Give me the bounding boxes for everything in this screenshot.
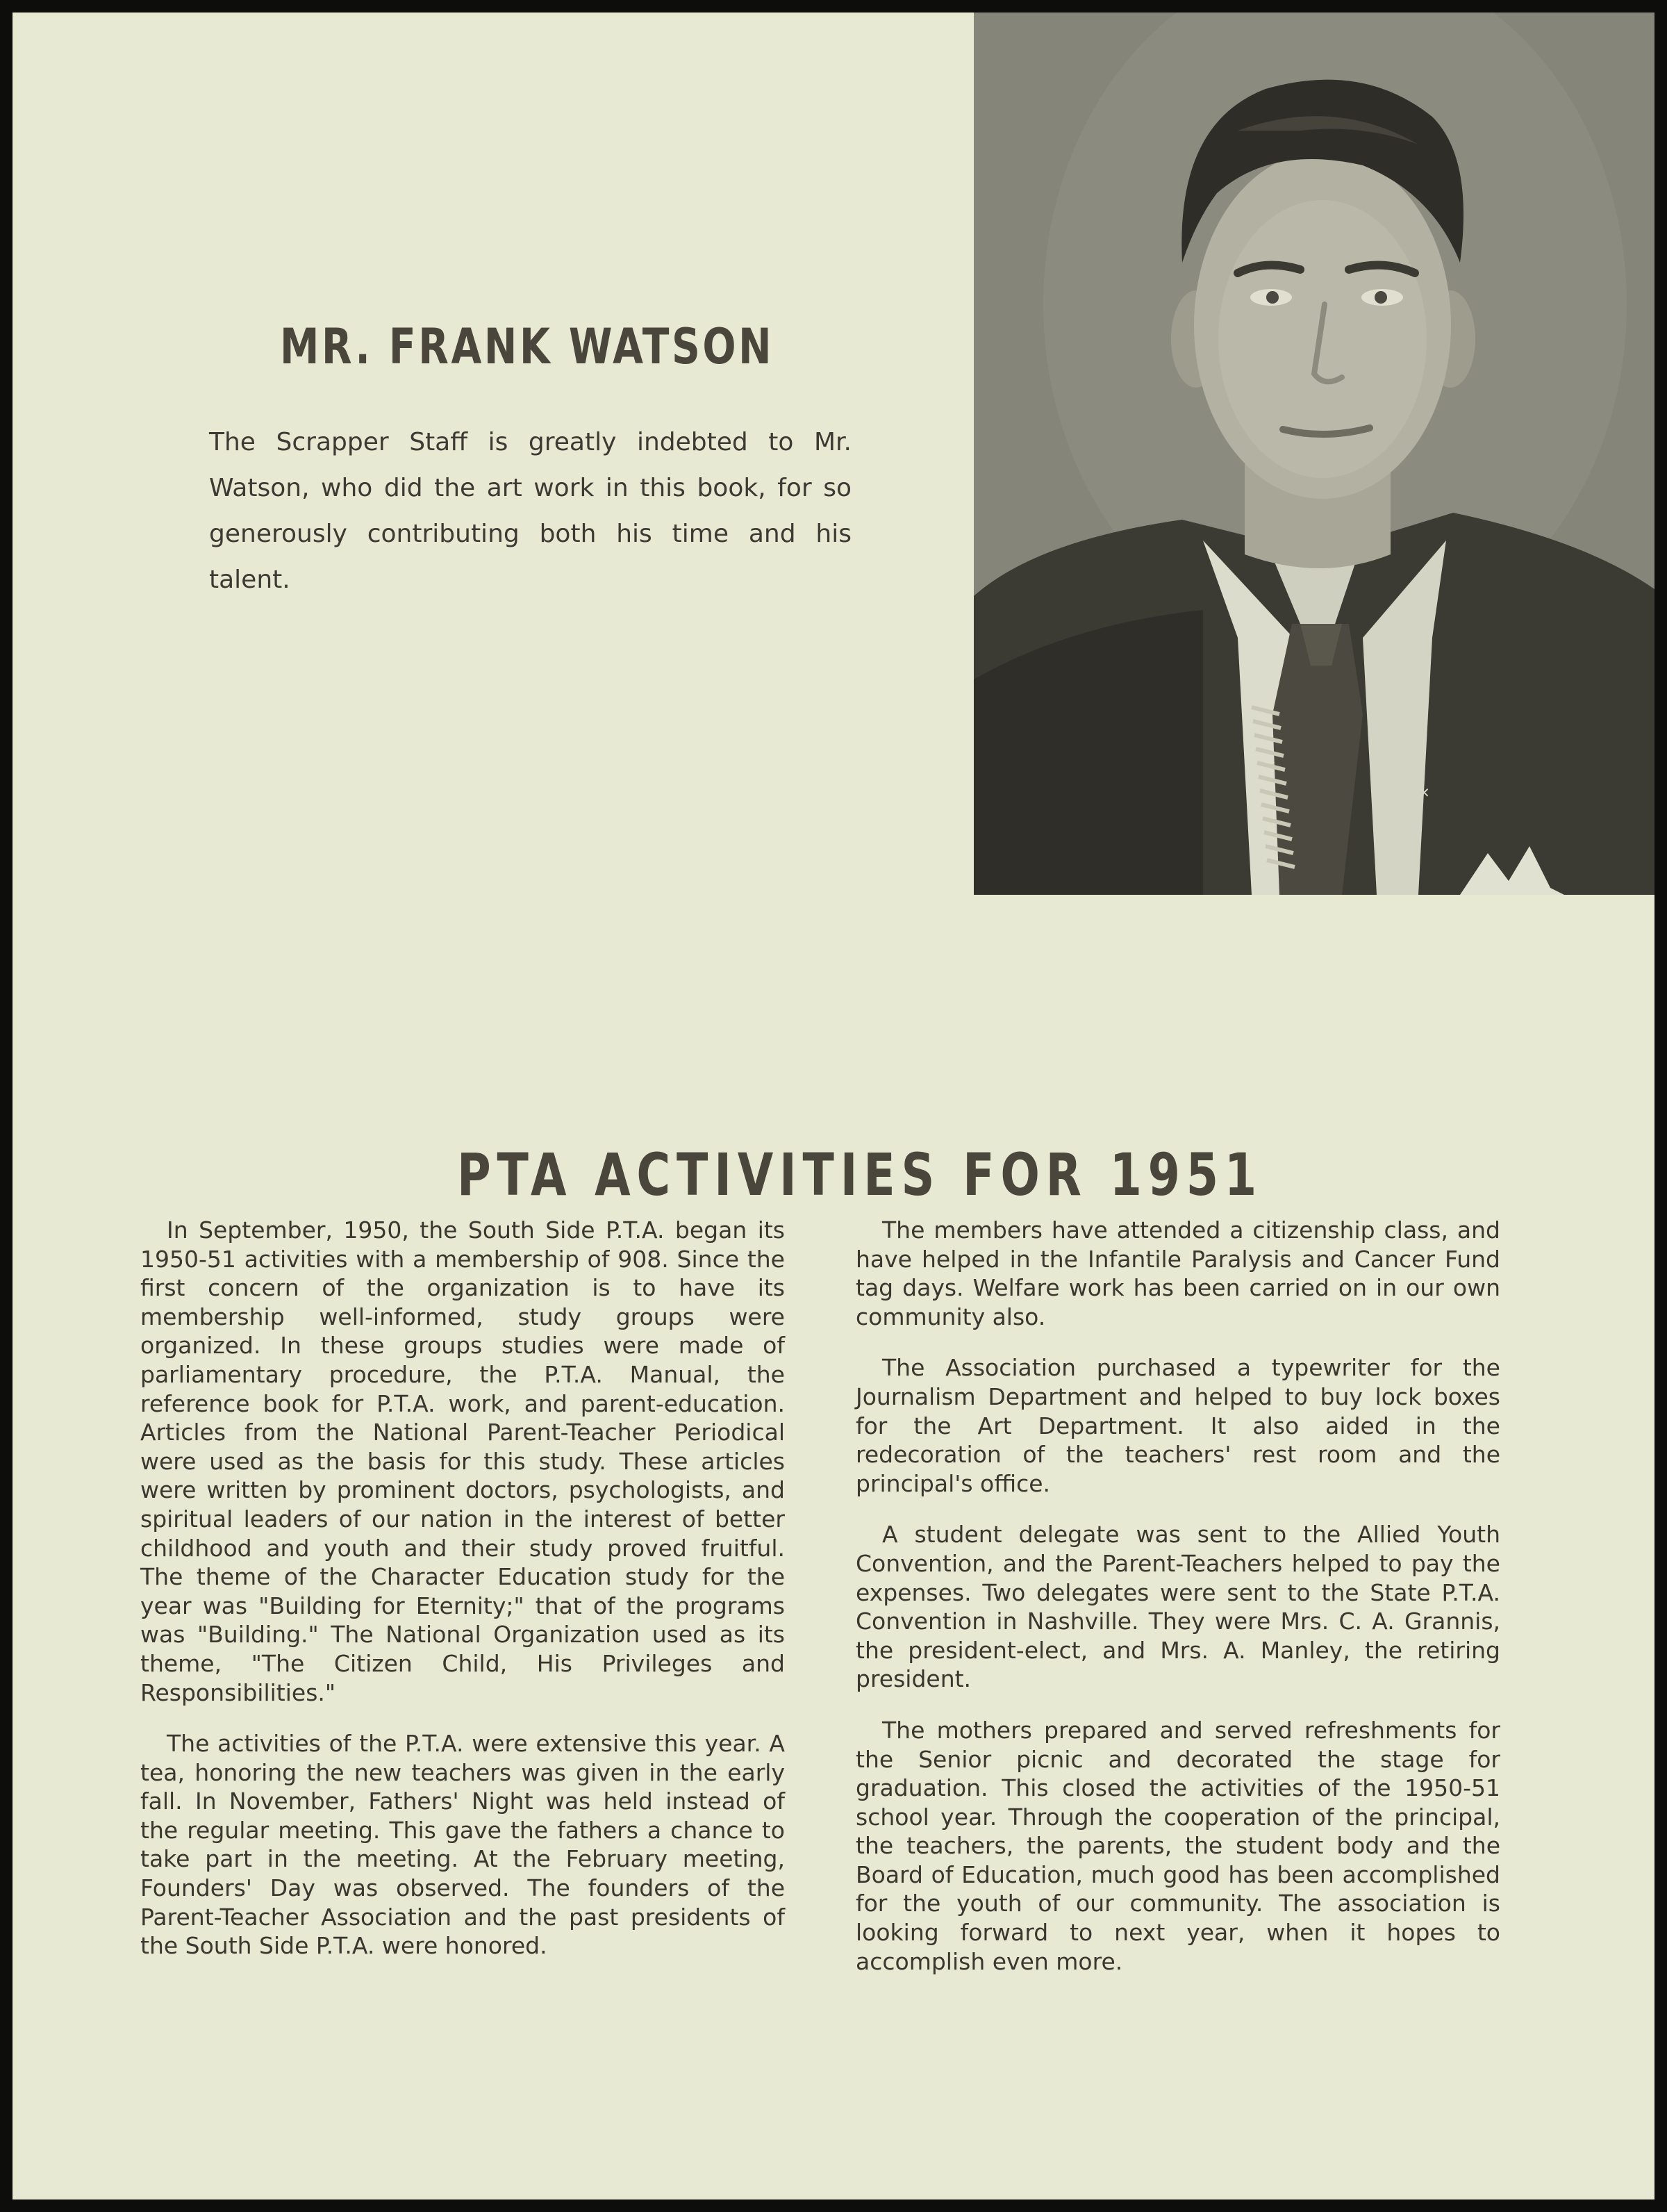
portrait-illustration	[974, 13, 1654, 895]
article-paragraph: A student delegate was sent to the Allied Youth Convention, and the Parent-Teachers helped to pay the expenses. Two delegates were sent to the State P.T.A. Convention in Nashville. They were Mrs. C. A. Grannis, the president-elect, and Mrs. A. Manley, the retiring president.	[856, 1521, 1500, 1693]
article-heading: PTA ACTIVITIES FOR 1951	[457, 1141, 1263, 1209]
article-paragraph: The Association purchased a typewriter for the Journalism Department and helped to buy lock boxes for the Art Department. It also aided in the redecoration of the teachers' rest room and the principal's office.	[856, 1354, 1500, 1497]
article-paragraph: In September, 1950, the South Side P.T.A. began its 1950-51 activities with a membership of 908. Since the first concern of the organization is to have its membership well-informed, study groups were organized. In these groups studies were made of parliamentary procedure, the P.T.A. Manual, the reference book for P.T.A. work, and parent-education. Articles from the National Parent-Teacher Periodical were used as the basis for this study. These articles were written by prominent doctors, psychologists, and spiritual leaders of our nation in the interest of better childhood and youth and their study proved fruitful. The theme of the Character Education study for the year was "Building for Eternity;" that of the programs was "Building." The National Organization used as its theme, "The Citizen Child, His Privileges and Responsibilities."	[140, 1216, 785, 1706]
article-paragraph: The activities of the P.T.A. were extensive this year. A tea, honoring the new teachers was given in the early fall. In November, Fathers' Night was held instead of the regular meeting. This gave the fathers a chance to take part in the meeting. At the February meeting, Founders' Day was observed. The founders of the Parent-Teacher Association and the past presidents of the South Side P.T.A. were honored.	[140, 1730, 785, 1960]
yearbook-page	[13, 13, 1654, 2199]
svg-text:✕: ✕	[1418, 784, 1430, 801]
profile-heading: MR. FRANK WATSON	[280, 318, 774, 375]
article-right-column	[856, 1216, 1500, 1998]
article-paragraph: The members have attended a citizenship class, and have helped in the Infantile Paralysis and Cancer Fund tag days. Welfare work has been carried on in our own community also.	[856, 1216, 1500, 1330]
profile-text: The Scrapper Staff is greatly indebted to Mr. Watson, who did the art work in this book, for so generously contributing both his time and his talent.	[209, 428, 852, 594]
portrait-photo	[974, 13, 1654, 895]
article-left-column	[140, 1216, 785, 1983]
article-paragraph: The mothers prepared and served refreshments for the Senior picnic and decorated the stage for graduation. This closed the activities of the 1950-51 school year. Through the cooperation of the principal, the teachers, the parents, the student body and the Board of Education, much good has been accomplished for the youth of our community. The association is looking forward to next year, when it hopes to accomplish even more.	[856, 1716, 1500, 1975]
